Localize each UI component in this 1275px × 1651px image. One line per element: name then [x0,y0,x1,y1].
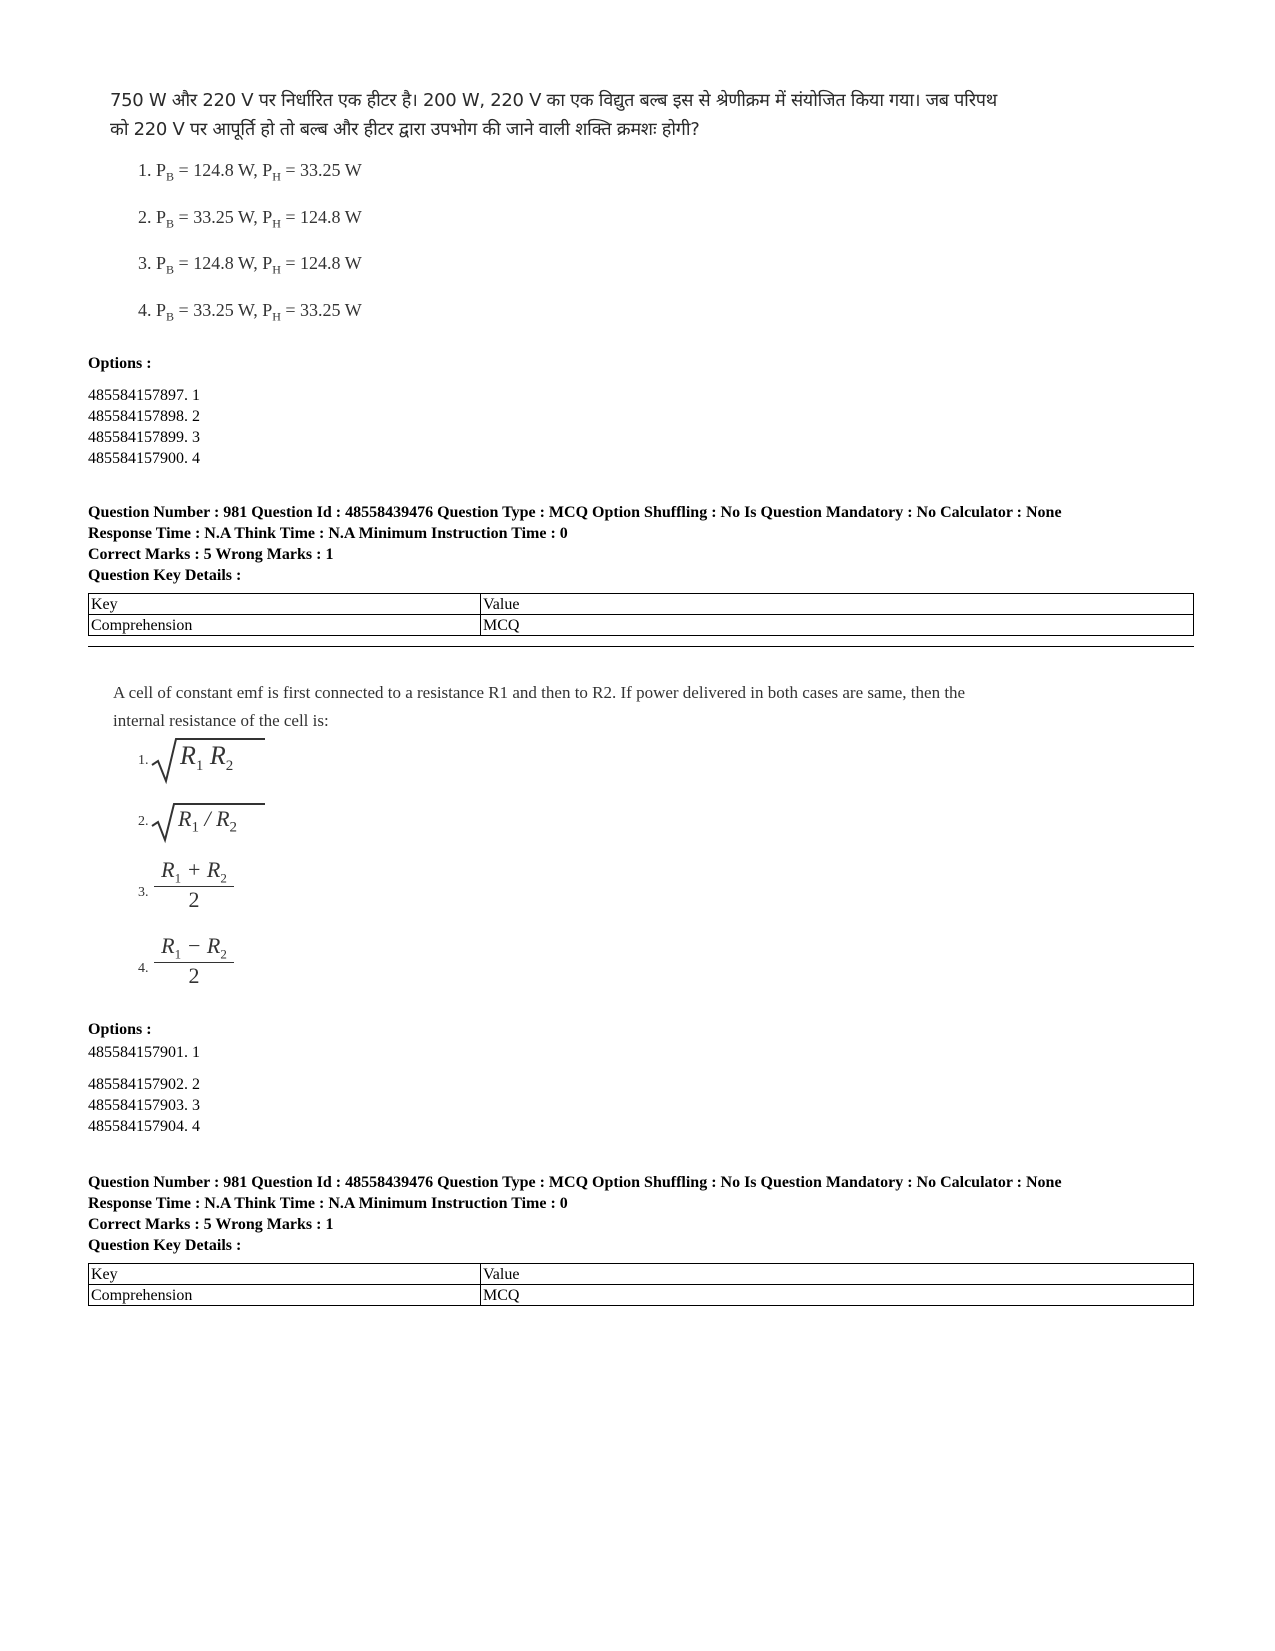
option-item: 485584157897. 1 [88,387,200,404]
option-list [88,385,200,469]
meta-line: Response Time : N.A Think Time : N.A Minimum Instruction Time : 0 [88,525,568,542]
key-cell: Comprehension [89,1285,481,1306]
value-header: Value [481,1264,1194,1285]
meta-line: Response Time : N.A Think Time : N.A Minimum Instruction Time : 0 [88,1195,568,1212]
value-header: Value [481,594,1194,615]
meta-line: Correct Marks : 5 Wrong Marks : 1 [88,546,334,563]
image-choice-3: 3. $P_B = 124.8$ W, $P_H = 124.8$ W [138,253,362,277]
image-choice-1: 1. $P_B = 124.8$ W, $P_H = 33.25$ W [138,160,362,184]
value-cell: MCQ [481,1285,1194,1306]
table-row [89,1285,1194,1306]
question-key-table [88,1263,1194,1306]
table-header-row [89,1264,1194,1285]
option-item: 485584157898. 2 [88,408,200,425]
options-label: Options : [88,355,152,372]
option-item: 485584157902. 2 [88,1076,200,1093]
key-header: Key [89,1264,481,1285]
option-item: 485584157903. 3 [88,1097,200,1114]
options-label: Options : [88,1021,152,1038]
key-cell: Comprehension [89,615,481,636]
question-image-hindi: 750 W और 220 V पर निर्धारित एक हीटर है। 200 W, 220 V का एक विद्युत बल्ब इस से श्रेणीक्रम में संयोजित किया गया। जब परिपथ को 220 V पर आपूर्ति हो तो बल्ब और हीटर द्वारा उपभोग की जाने वाली शक्ति क्रमशः होगी? [110,90,997,140]
question-meta [88,502,1208,586]
key-header: Key [89,594,481,615]
image-choice-2: 2. $P_B = 33.25$ W, $P_H = 124.8$ W [138,207,362,231]
image-choice-4: 4. $P_B = 33.25$ W, $P_H = 33.25$ W [138,300,362,324]
question-key-table [88,593,1194,636]
option-item: 485584157901. 1 [88,1044,200,1061]
meta-line: Question Number : 981 Question Id : 48558439476 Question Type : MCQ Option Shuffling : No Is Question Mandatory : No Calculator : None [88,504,1062,521]
table-header-row [89,594,1194,615]
meta-line: Question Number : 981 Question Id : 48558439476 Question Type : MCQ Option Shuffling : No Is Question Mandatory : No Calculator : None [88,1174,1062,1191]
option-item: 485584157900. 4 [88,450,200,467]
meta-line: Correct Marks : 5 Wrong Marks : 1 [88,1216,334,1233]
question-image-english: A cell of constant emf is first connected to a resistance R1 and then to R2. If power delivered in both cases are same, then the internal resistance of the cell is: [113,683,966,730]
question-meta [88,1172,1208,1256]
option-list [88,1074,200,1137]
option-item: 485584157899. 3 [88,429,200,446]
divider [88,646,1194,647]
option-item: 485584157904. 4 [88,1118,200,1135]
table-row [89,615,1194,636]
value-cell: MCQ [481,615,1194,636]
meta-line: Question Key Details : [88,1237,242,1254]
meta-line: Question Key Details : [88,567,242,584]
